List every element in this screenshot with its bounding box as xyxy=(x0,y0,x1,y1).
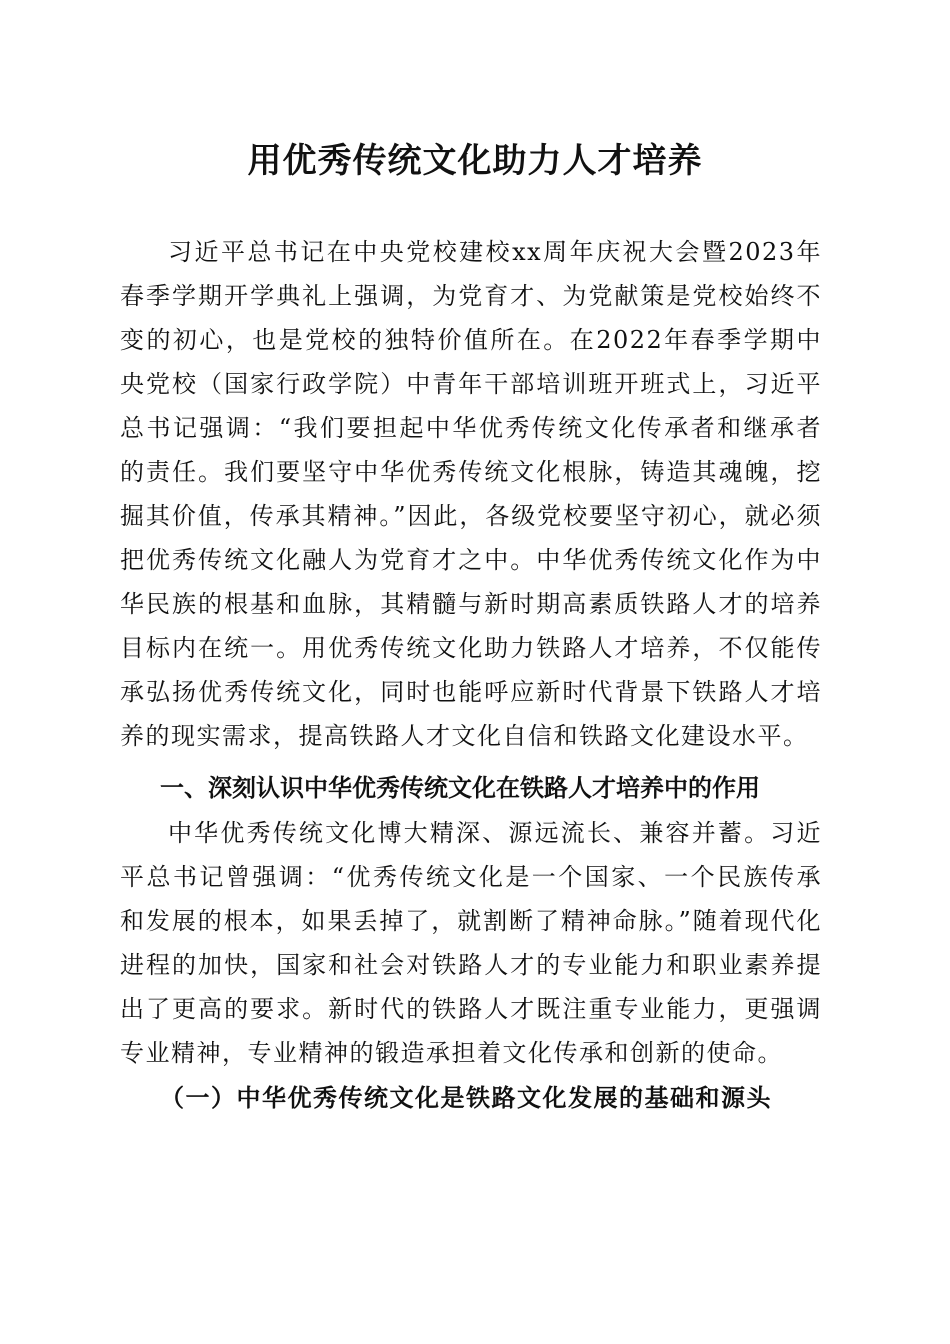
paragraph-intro: 习近平总书记在中央党校建校xx周年庆祝大会暨2023年春季学期开学典礼上强调，为党育才、为党献策是党校始终不变的初心，也是党校的独特价值所在。在2022年春季学期中央党校（国家行政学院）中青年干部培训班开班式上，习近平总书记强调：“我们要担起中华优秀传统文化传承者和继承者的责任。我们要坚守中华优秀传统文化根脉，铸造其魂魄，挖掘其价值，传承其精神。”因此，各级党校要坚守初心，就必须把优秀传统文化融人为党育才之中。中华优秀传统文化作为中华民族的根基和血脉，其精髓与新时期高素质铁路人才的培养目标内在统一。用优秀传统文化助力铁路人才培养，不仅能传承弘扬优秀传统文化，同时也能呼应新时代背景下铁路人才培养的现实需求，提高铁路人才文化自信和铁路文化建设水平。 xyxy=(120,238,822,750)
document-title: 用优秀传统文化助力人才培养 xyxy=(247,141,703,181)
section-heading-1: 一、深刻认识中华优秀传统文化在铁路人才培养中的作用 xyxy=(160,774,760,802)
subsection-heading-1: （一）中华优秀传统文化是铁路文化发展的基础和源头 xyxy=(160,1083,772,1112)
paragraph-section-1: 中华优秀传统文化博大精深、源远流长、兼容并蓄。习近平总书记曾强调：“优秀传统文化是一个国家、一个民族传承和发展的根本，如果丢掉了，就割断了精神命脉。”随着现代化进程的加快，国家和社会对铁路人才的专业能力和职业素养提出了更高的要求。新时代的铁路人才既注重专业能力，更强调专业精神，专业精神的锻造承担着文化传承和创新的使命。 xyxy=(120,819,822,1067)
